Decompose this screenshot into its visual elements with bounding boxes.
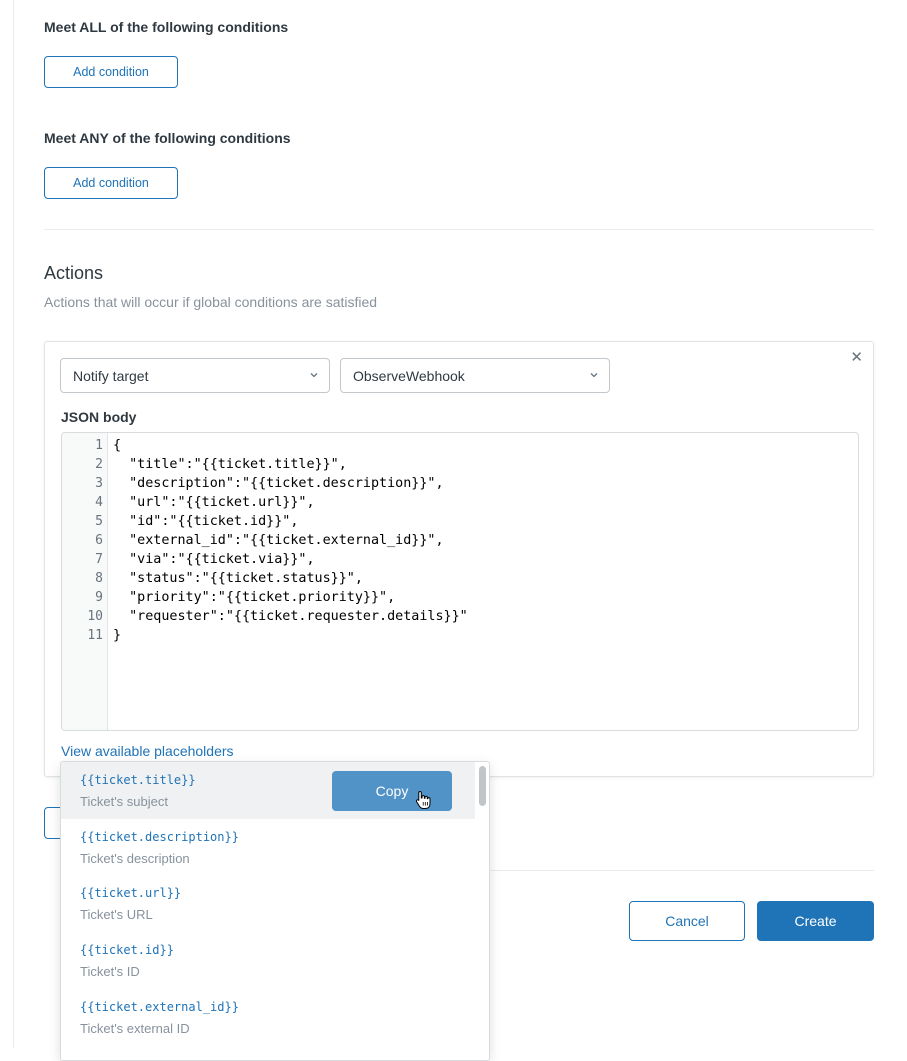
- code-line: "title":"{{ticket.title}}",: [113, 457, 347, 472]
- placeholder-description: Ticket's external ID: [80, 1021, 190, 1036]
- line-number: 2: [95, 457, 103, 472]
- code-line: "status":"{{ticket.status}}",: [113, 571, 363, 586]
- footer-divider: [490, 870, 874, 871]
- code-line: "description":"{{ticket.description}}",: [113, 476, 444, 491]
- placeholder-description: Ticket's description: [80, 851, 190, 866]
- add-condition-all-button[interactable]: Add condition: [44, 56, 178, 88]
- scroll-thumb[interactable]: [479, 766, 486, 806]
- placeholder-code: {{ticket.url}}: [80, 886, 182, 900]
- target-select[interactable]: [340, 358, 610, 393]
- add-condition-any-button[interactable]: Add condition: [44, 167, 178, 199]
- actions-title: Actions: [44, 263, 104, 283]
- line-number: 5: [95, 514, 103, 529]
- json-body-editor[interactable]: [61, 432, 859, 731]
- code-line: "priority":"{{ticket.priority}}",: [113, 590, 396, 605]
- placeholder-description: Ticket's ID: [80, 964, 140, 979]
- dropdown-scrollbar[interactable]: [477, 764, 489, 1060]
- placeholder-code: {{ticket.description}}: [80, 830, 239, 844]
- placeholder-description: Ticket's subject: [80, 794, 168, 809]
- copy-button[interactable]: Copy: [332, 771, 452, 811]
- line-number-gutter: [62, 433, 108, 730]
- placeholder-code: {{ticket.id}}: [80, 943, 174, 957]
- placeholder-item[interactable]: [61, 989, 475, 1046]
- meet-any-heading: Meet ANY of the following conditions: [44, 130, 291, 146]
- code-line: "external_id":"{{ticket.external_id}}",: [113, 533, 444, 548]
- placeholder-description: Ticket's URL: [80, 907, 153, 922]
- line-number: 7: [95, 552, 103, 567]
- line-number: 1: [95, 438, 103, 453]
- section-divider: [44, 229, 874, 230]
- page-left-border: [13, 0, 14, 1048]
- placeholder-item[interactable]: [61, 932, 475, 989]
- actions-subtitle: Actions that will occur if global conditions are satisfied: [44, 294, 378, 310]
- code-line: "via":"{{ticket.via}}",: [113, 552, 315, 567]
- line-number: 9: [95, 590, 103, 605]
- view-placeholders-link[interactable]: View available placeholders: [61, 743, 234, 759]
- line-number: 4: [95, 495, 103, 510]
- placeholder-code: {{ticket.external_id}}: [80, 1000, 239, 1014]
- line-number: 3: [95, 476, 103, 491]
- create-button[interactable]: Create: [757, 901, 874, 941]
- json-body-label: JSON body: [61, 409, 137, 425]
- placeholder-item[interactable]: [61, 819, 475, 876]
- chevron-down-icon: [589, 370, 599, 380]
- action-type-value: Notify target: [73, 367, 149, 384]
- line-number: 8: [95, 571, 103, 586]
- chevron-down-icon: [309, 370, 319, 380]
- code-line: {: [113, 438, 122, 453]
- action-card: [44, 341, 874, 777]
- meet-all-heading: Meet ALL of the following conditions: [44, 19, 289, 35]
- placeholder-item[interactable]: [61, 875, 475, 932]
- code-line: }: [113, 628, 122, 643]
- placeholder-item[interactable]: [61, 762, 475, 819]
- line-number: 6: [95, 533, 103, 548]
- cancel-button[interactable]: Cancel: [629, 901, 745, 941]
- code-line: "url":"{{ticket.url}}",: [113, 495, 315, 510]
- placeholder-code: {{ticket.title}}: [80, 773, 196, 787]
- close-icon[interactable]: ✕: [850, 349, 863, 366]
- code-line: "id":"{{ticket.id}}",: [113, 514, 299, 529]
- line-number: 11: [87, 628, 103, 643]
- action-type-select[interactable]: [60, 358, 330, 393]
- line-number: 10: [87, 609, 103, 624]
- code-line: "requester":"{{ticket.requester.details}}": [113, 609, 468, 624]
- target-value: ObserveWebhook: [353, 367, 465, 384]
- hand-pointer-icon: [415, 790, 431, 810]
